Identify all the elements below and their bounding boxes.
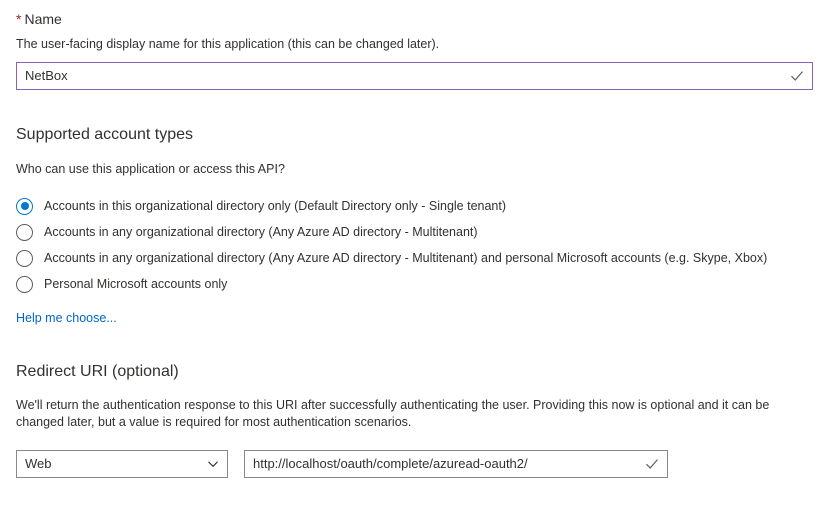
radio-option-multitenant-and-personal[interactable] [16, 245, 813, 271]
radio-option-personal-only[interactable] [16, 271, 813, 297]
platform-select-value: Web [25, 456, 52, 471]
radio-label: Accounts in this organizational directory only (Default Directory only - Single tenant) [44, 198, 507, 213]
redirect-uri-row [16, 450, 813, 478]
checkmark-icon [790, 69, 804, 83]
name-input-value[interactable]: NetBox [25, 68, 68, 83]
radio-option-multitenant[interactable] [16, 219, 813, 245]
radio-label: Accounts in any organizational directory (Any Azure AD directory - Multitenant) [44, 224, 478, 239]
supported-account-types-heading: Supported account types [16, 126, 194, 143]
spacer [16, 297, 813, 310]
required-indicator: * [16, 11, 22, 27]
radio-button[interactable] [16, 224, 33, 241]
redirect-uri-input[interactable] [244, 450, 668, 478]
radio-button[interactable] [16, 198, 33, 215]
name-input[interactable] [16, 62, 813, 90]
spacer [16, 90, 813, 124]
radio-label: Personal Microsoft accounts only [44, 276, 228, 291]
radio-label: Accounts in any organizational directory (Any Azure AD directory - Multitenant) and personal Microsoft accounts (e.g. Skype, Xbox) [44, 250, 768, 265]
spacer [16, 383, 813, 397]
name-field-label [16, 10, 813, 28]
chevron-down-icon [207, 458, 219, 470]
checkmark-icon [645, 457, 659, 471]
redirect-uri-heading: Redirect URI (optional) [16, 363, 179, 380]
platform-select[interactable] [16, 450, 228, 478]
spacer [16, 440, 813, 450]
name-label-text: Name [24, 11, 62, 27]
radio-button[interactable] [16, 276, 33, 293]
help-me-choose-link[interactable]: Help me choose... [16, 311, 117, 325]
redirect-uri-description: We'll return the authentication response to this URI after successfully authenticating the user. Providing this now is optional and it can be changed later, but a value is required for most authentication scenarios. [16, 398, 770, 429]
spacer [16, 146, 813, 161]
name-field-description: The user-facing display name for this application (this can be changed later). [16, 37, 440, 51]
spacer [16, 325, 813, 361]
account-types-description: Who can use this application or access this API? [16, 162, 285, 176]
radio-option-single-tenant[interactable] [16, 193, 813, 219]
radio-button[interactable] [16, 250, 33, 267]
redirect-uri-input-value[interactable]: http://localhost/oauth/complete/azuread-oauth2/ [253, 456, 528, 471]
